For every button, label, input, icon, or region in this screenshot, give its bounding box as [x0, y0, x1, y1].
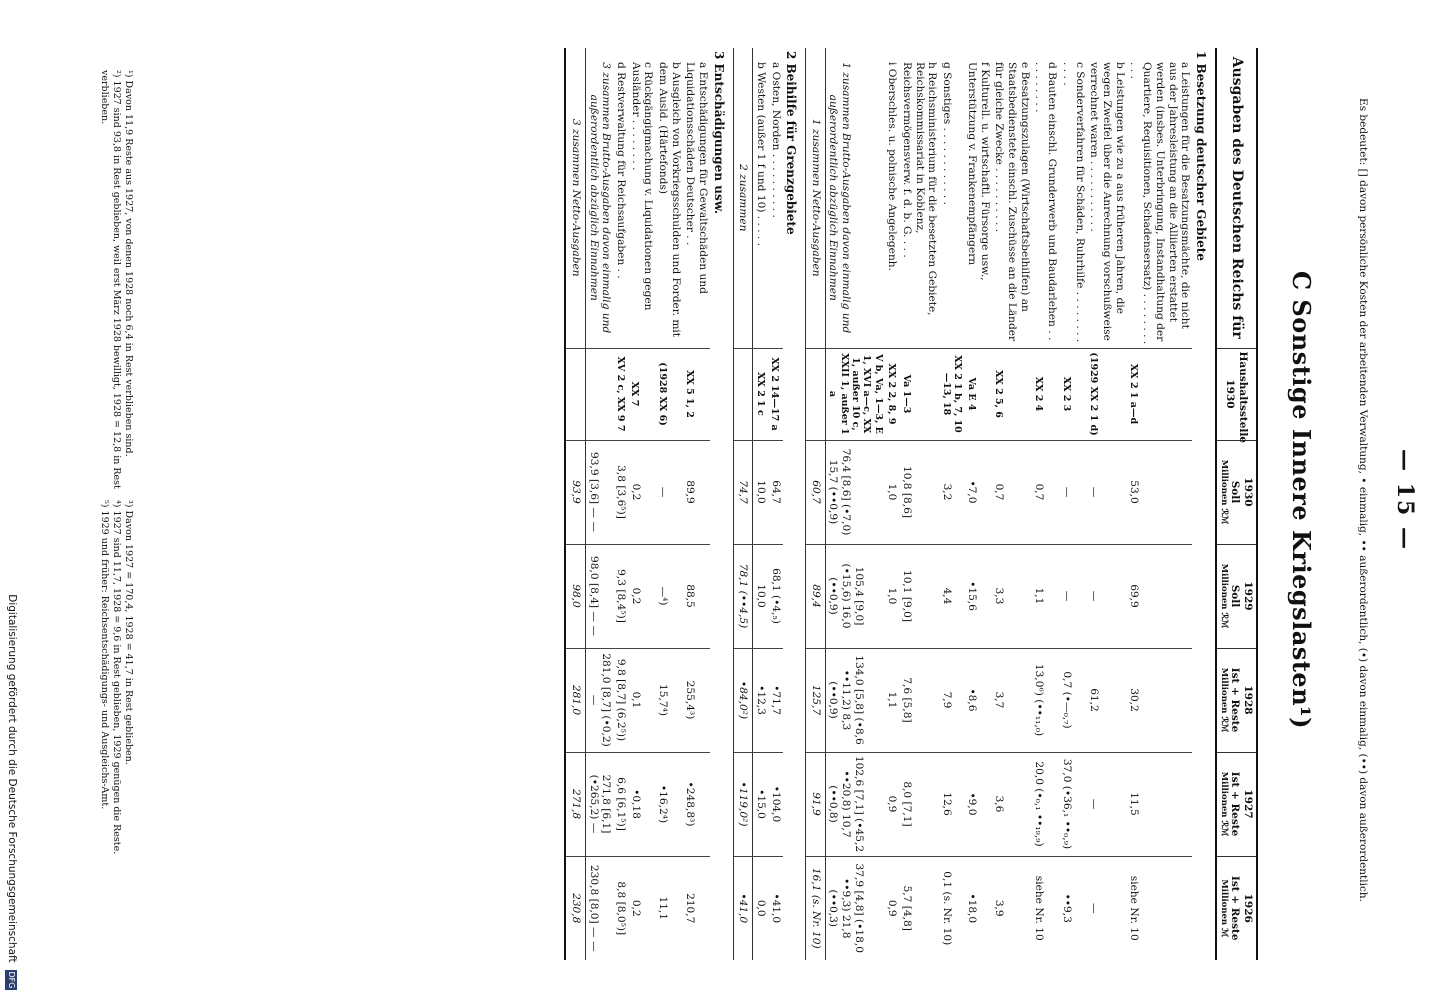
value-1930: 74,7 [733, 440, 753, 544]
value-1927: 91,9 [806, 752, 826, 856]
footnote: ⁴) 1927 sind 11,7, 1928 = 9,6 in Rest geblieben, 1929 genügen die Reste. [111, 500, 123, 855]
section-title: C Sonstige Innere Kriegslasten¹) [1287, 270, 1316, 730]
table-row [628, 48, 655, 960]
value-1930: 3,8 [3,6⁵)] [613, 440, 628, 544]
budget-line: Va E 4 [964, 348, 991, 440]
budget-line: XX 2 1 c [753, 348, 768, 440]
value-1930: 3,2 [940, 440, 965, 544]
budget-line: XX 7 [628, 348, 655, 440]
row-label: b Westen (außer 1 f und 10) . . . . . [754, 62, 767, 247]
value-1928: 125,7 [806, 648, 826, 752]
header-1929-kind: Soll [1229, 584, 1242, 608]
value-1930: — [655, 440, 682, 544]
value-1930: 0,2 [628, 440, 655, 544]
table-row [1087, 48, 1127, 960]
value-1926: 0,9 [885, 856, 900, 960]
header-1930 [1216, 440, 1257, 544]
budget-line: XX 2 2, 8, 9 [885, 348, 900, 440]
table-row [992, 48, 1032, 960]
value-1928: •8,6 [964, 648, 991, 752]
table-row [753, 48, 768, 960]
row-label: b Leistungen wie zu a aus früheren Jahren, die wegen Zweifel über die Anrechnung vorschußweise verrechnet waren . . . . . . . . . . . [1088, 62, 1126, 341]
row-label: 3 zusammen Netto-Ausgaben [565, 48, 585, 348]
value-1928: 281,0 [565, 648, 585, 752]
table-row [613, 48, 628, 960]
value-1926: 0,2 [628, 856, 655, 960]
row-label: 3 Entschädigungen usw. [711, 51, 726, 215]
value-1928: 13,0⁶) (••₁₁,₀) [1032, 648, 1059, 752]
value-1926: 8,8 [8,0⁵)] [613, 856, 628, 960]
header-budget-line-label: Haushaltsstelle [1236, 351, 1249, 444]
header-1926-year: 1926 [1242, 893, 1254, 923]
value-1927: 271,8 [6,1] (•265,2) — [585, 752, 613, 856]
row-label: a Entschädigungen für Gewaltschäden und Liquidationsschäden Deutscher . . [684, 62, 710, 294]
header-1926 [1216, 856, 1257, 960]
budget-line [733, 348, 753, 440]
value-1926: 230,8 [8,0] — — [585, 856, 613, 960]
budget-line: XX 2 1 a—d [1127, 348, 1193, 440]
table-row [768, 48, 783, 960]
value-1926: siehe Nr. 10 [1032, 856, 1059, 960]
value-1926: 37,9 [4,8] (•18,0 ••9,3) 21,8 (••0,3) [825, 856, 884, 960]
header-1930-unit: Millionen ℛℳ [1218, 459, 1229, 525]
value-1926: 3,9 [992, 856, 1032, 960]
row-label: 1 zusammen Brutto-Ausgaben davon einmalig und außerordentlich abzüglich Einnahmen [827, 62, 853, 334]
table-row [940, 48, 965, 960]
value-1928: 15,7⁴) [655, 648, 682, 752]
total-row [806, 48, 826, 960]
value-1927: 6,6 [6,1⁵)] [613, 752, 628, 856]
value-1930: 93,9 [3,6] — — [585, 440, 613, 544]
value-1929: 1,1 [1032, 544, 1059, 648]
row-label: c Rückgängigmachung v. Liquidationen gegen Ausländer . . . . . . . . [629, 62, 655, 311]
value-1930: 0,7 [1032, 440, 1059, 544]
dfg-logo: DFG [7, 971, 16, 989]
row-label: i Oberschles. u. polnische Angelegenh. [886, 62, 899, 271]
value-1928: •12,3 [753, 648, 768, 752]
value-1928: •71,7 [768, 648, 783, 752]
value-1930: 64,7 [768, 440, 783, 544]
value-1927: 20,0 (•₀,₁ ••₁₉,₉) [1032, 752, 1059, 856]
table-row [1127, 48, 1193, 960]
value-1930: •7,0 [964, 440, 991, 544]
value-1928: 9,8 [8,7] (6,2⁵)) [613, 648, 628, 752]
value-1929: 1,0 [885, 544, 900, 648]
header-1927-year: 1927 [1242, 789, 1254, 819]
value-1929: 98,0 [8,4] — — [585, 544, 613, 648]
value-1926: 230,8 [565, 856, 585, 960]
row-label: a Osten, Norden . . . . . . . . . . [769, 62, 782, 218]
row-label: e Besatzungszulagen (Wirtschaftsbeihilfen) an Staatsbedienstete einschl. Zuschüsse an die Länder für gleiche Zwecke . . . . . . . . . . [993, 62, 1031, 342]
value-1928: 255,4³) [683, 648, 710, 752]
header-budget-line-year: 1930 [1224, 379, 1237, 409]
value-1928: 61,2 [1087, 648, 1127, 752]
value-1930: 1,0 [885, 440, 900, 544]
value-1927: — [1087, 752, 1127, 856]
header-1929-unit: Millionen ℛℳ [1218, 563, 1229, 629]
section-row [1192, 48, 1215, 960]
side-margin [2, 0, 18, 1000]
expenditure-table [564, 48, 1258, 960]
budget-line [585, 348, 613, 440]
value-1927: 11,5 [1127, 752, 1193, 856]
value-1928: 0,7 (•—₀,₇) [1059, 648, 1086, 752]
budget-line: (1929 XX 2 1 d) [1087, 348, 1127, 440]
value-1927: •15,0 [753, 752, 768, 856]
row-label: d Bauten einschl. Grunderwerb und Baudarlehen . . . . . . . . . . [1033, 62, 1059, 341]
value-1926: siehe Nr. 10 [1127, 856, 1193, 960]
value-1930: — [1059, 440, 1086, 544]
value-1928: •84,0²) [733, 648, 753, 752]
value-1929: — [1087, 544, 1127, 648]
budget-line: XX 2 5, 6 [992, 348, 1032, 440]
value-1930: — [1087, 440, 1127, 544]
budget-line: XX 2 1 b, 7, 10—13, 18 [940, 348, 965, 440]
value-1927: 8,0 [7,1] [899, 752, 939, 856]
header-1926-kind: Ist + Reste [1229, 875, 1242, 941]
table-row [964, 48, 991, 960]
table-header-row [1216, 48, 1257, 960]
value-1929: 88,5 [683, 544, 710, 648]
subtotal-row [825, 48, 884, 960]
value-1929: 10,0 [753, 544, 768, 648]
header-1929-year: 1929 [1242, 581, 1254, 611]
total-row [733, 48, 753, 960]
budget-line: (1928 XX 6) [655, 348, 682, 440]
value-1927: •248,8³) [683, 752, 710, 856]
value-1927: 102,6 [7,1] (•45,2 ••20,8) 10,7 (••0,8) [825, 752, 884, 856]
value-1927: 12,6 [940, 752, 965, 856]
row-label: 2 zusammen [733, 48, 753, 348]
row-label: b Ausgleich von Vorkriegsschulden und Forder. mit dem Ausld. (Härtefonds) [657, 62, 682, 338]
value-1926: •41,0 [733, 856, 753, 960]
page-number: — 15 — [1392, 449, 1418, 551]
value-1928: 3,7 [992, 648, 1032, 752]
value-1927: 37,0 (•36,₁ ••₀,₉) [1059, 752, 1086, 856]
table-row [655, 48, 682, 960]
budget-line [565, 348, 585, 440]
footnote: ¹) Davon 11,9 Reste aus 1927, von denen 1928 noch 6,4 in Rest verblieben sind. [123, 70, 134, 457]
value-1930: 76,4 [8,6] (•7,0) 15,7 (••0,9) [825, 440, 884, 544]
value-1930: 0,7 [992, 440, 1032, 544]
value-1929: 78,1 (••4,5) [733, 544, 753, 648]
row-label: 1 zusammen Netto-Ausgaben [806, 48, 826, 348]
header-1930-year: 1930 [1242, 477, 1254, 507]
table-body [565, 48, 1216, 960]
value-1927: •9,0 [964, 752, 991, 856]
footnotes-left [98, 70, 134, 500]
value-1929: 3,3 [992, 544, 1032, 648]
header-1927-unit: Millionen ℛℳ [1218, 771, 1229, 837]
header-1928 [1216, 648, 1257, 752]
value-1929: — [1059, 544, 1086, 648]
value-1928: 134,0 [5,8] (•8,6 ••11,2) 8,3 (••0,9) [825, 648, 884, 752]
section-row [783, 48, 806, 960]
value-1930: 89,9 [683, 440, 710, 544]
value-1928: 0,1 [628, 648, 655, 752]
legend-line: Es bedeutet: [] davon persönliche Kosten der arbeitenden Verwaltung, • einmalig, •• außerordentlich, (•) davon einmalig, (••) davon außerordentlich. [1357, 98, 1369, 902]
value-1929: 10,1 [9,0] [899, 544, 939, 648]
header-1930-kind: Soll [1229, 480, 1242, 504]
value-1927: 0,9 [885, 752, 900, 856]
header-1928-unit: Millionen ℛℳ [1218, 667, 1229, 733]
subtotal-row [585, 48, 613, 960]
value-1929: 0,2 [628, 544, 655, 648]
table-row [899, 48, 939, 960]
budget-line: XX 2 3 [1059, 348, 1086, 440]
table-row [885, 48, 900, 960]
value-1929: 4,4 [940, 544, 965, 648]
header-1929 [1216, 544, 1257, 648]
value-1928: 7,9 [940, 648, 965, 752]
budget-line: XV 2 c, XX 9 7 [613, 348, 628, 440]
value-1929: 69,9 [1127, 544, 1193, 648]
budget-line: XX 5 1, 2 [683, 348, 710, 440]
value-1929: —⁴) [655, 544, 682, 648]
header-1928-year: 1928 [1242, 685, 1254, 715]
value-1926: 5,7 [4,8] [899, 856, 939, 960]
value-1928: 30,2 [1127, 648, 1193, 752]
value-1929: 105,4 [9,0] (•15,6) 16,0 (••0,9) [825, 544, 884, 648]
total-row [565, 48, 585, 960]
header-expenditure: Ausgaben des Deutschen Reichs für [1216, 48, 1257, 348]
value-1927: 3,6 [992, 752, 1032, 856]
footnotes-right [98, 500, 134, 970]
value-1926: •41,0 [768, 856, 783, 960]
value-1927: •119,0²) [733, 752, 753, 856]
budget-line: XX 2 14—17 a [768, 348, 783, 440]
value-1930: 60,7 [806, 440, 826, 544]
footnote: ²) 1927 sind 93,8 in Rest geblieben, weil erst März 1928 bewilligt, 1928 = 12,8 in Rest verblieben. [99, 70, 123, 489]
value-1926: 210,7 [683, 856, 710, 960]
header-1927-kind: Ist + Reste [1229, 771, 1242, 837]
value-1928: 281,0 [8,7] (•0,2) — [585, 648, 613, 752]
value-1930: 93,9 [565, 440, 585, 544]
digitization-note-text: Digitalisierung gefördert durch die Deutsche Forschungsgemeinschaft [6, 594, 18, 963]
footnote: ³) Davon 1927 = 170,4, 1928 = 41,7 in Rest geblieben. [123, 500, 134, 765]
row-label: a Leistungen für die Besatzungsmächte, die nicht aus der Jahresleistung an die Alliierten erstattet werden (insbes. Unterbringung, Instandhaltung der Quartiere, Requisitionen, Schadensersatz) . . . . . . . . . . . [1128, 62, 1192, 345]
row-label: d Restverwaltung für Reichsaufgaben . . [614, 62, 627, 279]
value-1926: 0,1 (s. Nr. 10) [940, 856, 965, 960]
value-1930: 10,0 [753, 440, 768, 544]
row-label: 3 zusammen Brutto-Ausgaben davon einmalig und außerordentlich abzüglich Einnahmen [587, 62, 613, 334]
budget-line [806, 348, 826, 440]
value-1929: 98,0 [565, 544, 585, 648]
budget-line: Va 1—3 [899, 348, 939, 440]
header-1926-unit: Millionen ℳ [1218, 879, 1229, 938]
table-row [1032, 48, 1059, 960]
row-label: 1 Besetzung deutscher Gebiete [1193, 51, 1208, 261]
value-1928: 1,1 [885, 648, 900, 752]
digitization-note [2, 10, 18, 990]
table-row [683, 48, 710, 960]
value-1927: 271,8 [565, 752, 585, 856]
section-row [710, 48, 733, 960]
header-1928-kind: Ist + Reste [1229, 667, 1242, 733]
value-1930: 53,0 [1127, 440, 1193, 544]
value-1928: 7,6 [5,8] [899, 648, 939, 752]
value-1929: •15,6 [964, 544, 991, 648]
row-label: g Sonstiges . . . . . . . . . . . . [941, 62, 954, 205]
row-label: h Reichsministerium für die besetzten Gebiete, Reichskommissariat in Koblenz, Reichsvermögensverw. f. d. b. G. . . . [901, 62, 939, 316]
value-1926: 11,1 [655, 856, 682, 960]
value-1929: 89,4 [806, 544, 826, 648]
header-1927 [1216, 752, 1257, 856]
budget-line: V b, Va, 1—3, E 1, XVI a—c, XX 1, außer 10 c, XXII 1, außer 1 a [825, 348, 884, 440]
value-1926: ••9,3 [1059, 856, 1086, 960]
table-row [1059, 48, 1086, 960]
value-1926: 0,0 [753, 856, 768, 960]
value-1926: 16,1 (s. Nr. 10) [806, 856, 826, 960]
row-label: f Kulturell. u. wirtschaftl. Fürsorge usw., Unterstützung v. Frankenempfängern [965, 62, 991, 281]
budget-line: XX 2 4 [1032, 348, 1059, 440]
value-1926: •18,0 [964, 856, 991, 960]
value-1927: •16,2⁴) [655, 752, 682, 856]
footnote: ⁵) 1929 und früher: Reichsentschädigungs- und Ausgleichs-Amt. [99, 500, 111, 810]
value-1926: — [1087, 856, 1127, 960]
value-1927: •0,18 [628, 752, 655, 856]
header-budget-line [1216, 348, 1257, 444]
value-1930: 10,8 [8,6] [899, 440, 939, 544]
row-label: 2 Beihilfe für Grenzgebiete [784, 51, 799, 235]
value-1929: 68,1 (•4,₅) [768, 544, 783, 648]
value-1929: 9,3 [8,4⁵)] [613, 544, 628, 648]
row-label: c Sonderverfahren für Schäden, Ruhrhilfe . . . . . . . . . . . . [1060, 62, 1086, 343]
value-1927: •104,0 [768, 752, 783, 856]
